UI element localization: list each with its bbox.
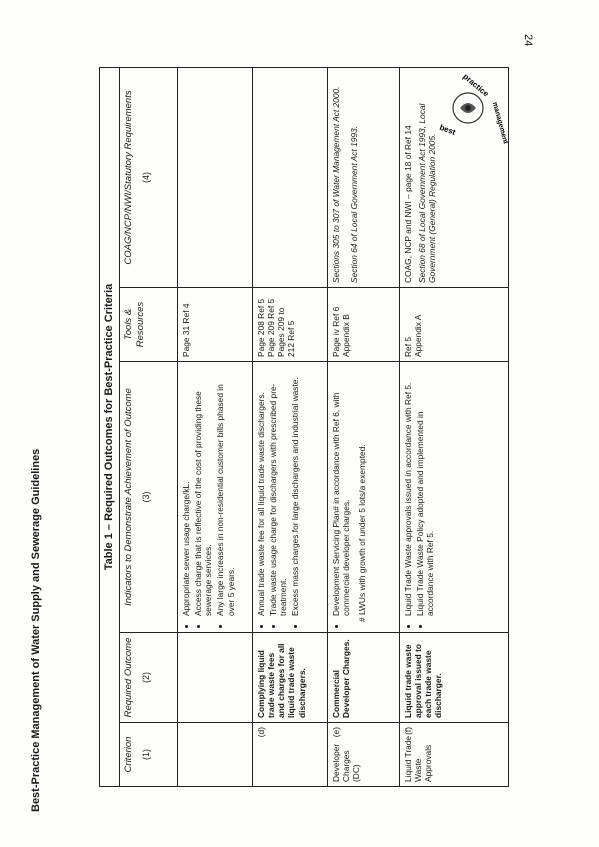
footnote: # LWUs with growth of under 5 lots/a exempted. (357, 444, 368, 622)
tool-ref: Ref 5 (403, 336, 414, 357)
header-criterion: Criterion (1) (120, 723, 178, 787)
tool-ref: Page 31 Ref 4 (181, 303, 192, 357)
indicator-item: • Appropriate sewer usage charge/kL. (181, 366, 191, 616)
outcome-cell: Liquid trade waste approval issued to each trade waste discharger. (400, 633, 509, 723)
indicator-item: • Excess mass charges for large dischargers and industrial waste. (290, 366, 300, 616)
tools-cell (178, 288, 253, 362)
criterion-letter: (f) (403, 727, 414, 735)
tools-cell (400, 288, 509, 362)
requirement-item: COAG, NCP and NWI – page 18 of Ref 14 (403, 125, 414, 283)
svg-text:management: management (490, 101, 509, 145)
table-row (178, 68, 253, 787)
header-required-outcome: Required Outcome (2) (120, 633, 178, 723)
outcome-cell: Commercial Developer Charges. (328, 633, 400, 723)
outcomes-table (99, 67, 509, 787)
table-row (253, 68, 328, 787)
indicator-item: • Development Servicing Plan# in accordance with Ref 6, with commercial developer charges. (331, 366, 351, 616)
table-row (328, 68, 400, 787)
header-requirements: COAG/NCP/NWI/Statutory Requirements (4) (120, 68, 178, 288)
header-row (120, 68, 178, 787)
requirement-item: Sections 305 to 307 of Water Management Act 2000. (331, 86, 342, 283)
indicator-item: • Liquid Trade Waste Policy adopted and implemented in accordance with Ref 5. (415, 366, 435, 616)
tool-ref: Page 208 Ref 5 (256, 298, 267, 357)
svg-text:practice: practice (461, 71, 491, 99)
document-title: Best-Practice Management of Water Supply and Sewerage Guidelines (30, 448, 42, 812)
svg-text:best: best (438, 122, 457, 137)
indicators-cell (400, 362, 509, 633)
indicator-item: • Annual trade waste fee for all liquid trade waste dischargers. (256, 366, 266, 616)
requirement-item: Section 64 of Local Government Act 1993. (349, 125, 360, 283)
requirements-cell (400, 68, 509, 288)
indicators-cell (178, 362, 253, 633)
header-indicators: Indicators to Demonstrate Achievement of Outcome (3) (120, 362, 178, 633)
indicator-item: • Any large increases in non-residential customer bills phased in over 5 years. (215, 366, 235, 616)
header-tools: Tools & Resources (120, 288, 178, 362)
tool-ref: Page 209 Ref 5 (266, 298, 277, 357)
criterion-cell (400, 723, 509, 787)
criterion-label: Developer Charges (DC) (331, 743, 362, 782)
requirements-cell (253, 68, 328, 288)
indicators-cell (328, 362, 400, 633)
requirement-item: Section 68 of Local Government Act 1993, Local Government (General) Regulation 2005. (417, 103, 438, 283)
indicator-item: • Liquid Trade Waste approvals issued in accordance with Ref 5. (403, 366, 413, 616)
table-row (400, 68, 509, 787)
tool-ref: Pages 209 to 212 Ref 5 (276, 307, 297, 357)
criterion-label: Liquid Trade Waste Approvals (403, 735, 434, 782)
criterion-cell (253, 723, 328, 787)
requirements-cell (178, 68, 253, 288)
indicators-cell (253, 362, 328, 633)
outcome-cell (178, 633, 253, 723)
criterion-letter: (d) (256, 727, 267, 738)
page-number: 24 (522, 34, 534, 47)
tools-cell (253, 288, 328, 362)
criterion-cell (328, 723, 400, 787)
criterion-cell (178, 723, 253, 787)
tool-ref: Appendix B (341, 314, 352, 357)
criterion-letter: (e) (331, 727, 342, 738)
tools-cell (328, 288, 400, 362)
tool-ref: Page iv Ref 6 (331, 306, 342, 357)
tool-ref: Appendix A (413, 314, 424, 357)
indicator-item: • Access charge that is reflective of the cost of providing these sewerage services. (193, 366, 213, 616)
outcome-cell: Complying liquid trade waste fees and charges for all liquid trade waste dischargers. (253, 633, 328, 723)
table-caption: Table 1 – Required Outcomes for Best-Practice Criteria (100, 68, 120, 787)
indicator-item: • Trade waste usage charge for dischargers with prescribed pre-treatment. (268, 366, 288, 616)
rotated-table-container (99, 68, 509, 787)
requirements-cell (328, 68, 400, 288)
